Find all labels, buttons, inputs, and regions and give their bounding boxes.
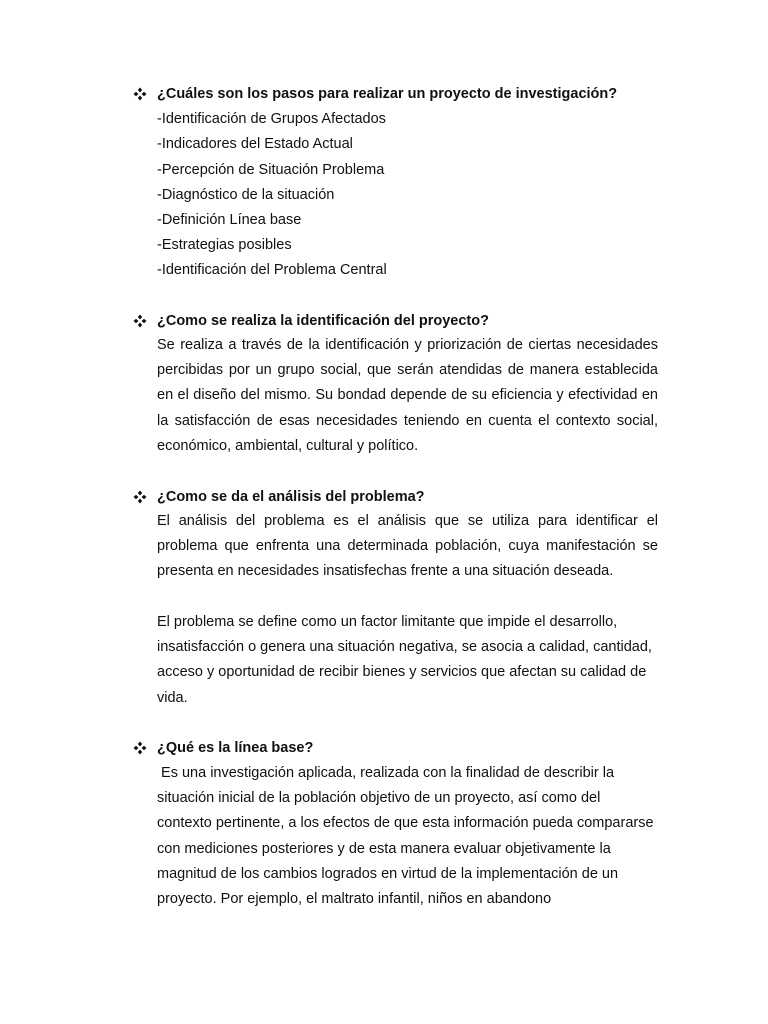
list-item: -Indicadores del Estado Actual [157,136,353,152]
diamond-bullet-icon [133,87,147,101]
answer-paragraph: El problema se define como un factor limitante que impide el desarrollo, insatisfacción o genera una situación negativa, se asocia a calidad, cantidad, acceso y oportunidad de recibir bienes y servicios que afectan su calidad de vida. [157,614,652,706]
question-heading-4: ¿Qué es la línea base? [157,740,314,756]
list-item: -Percepción de Situación Problema [157,162,385,178]
question-heading-1: ¿Cuáles son los pasos para realizar un proyecto de investigación? [157,86,618,102]
answer-paragraph: Es una investigación aplicada, realizada con la finalidad de describir la situación inicial de la población objetivo de un proyecto, así como del contexto pertinente, a los efectos de que esta información pueda compararse con mediciones posteriores y de esta manera evaluar objetivamente la magnitud de los cambios logrados en virtud de la implementación de un proyecto. Por ejemplo, el maltrato infantil, niños en abandono [157,765,658,908]
list-item: -Identificación del Problema Central [157,262,387,278]
diamond-bullet-icon [133,490,147,504]
list-item: -Identificación de Grupos Afectados [157,111,386,127]
question-heading-2: ¿Como se realiza la identificación del proyecto? [157,313,489,329]
answer-paragraph: Se realiza a través de la identificación y priorización de ciertas necesidades percibidas por un grupo social, que serán atendidas de manera establecida en el diseño del mismo. Su bondad depende de su eficiencia y efectividad en la satisfacción de esas necesidades teniendo en cuenta el contexto social, económico, ambiental, cultural y político. [157,337,658,454]
question-heading-3: ¿Como se da el análisis del problema? [157,489,425,505]
diamond-bullet-icon [133,741,147,755]
list-item: -Diagnóstico de la situación [157,187,335,203]
diamond-bullet-icon [133,314,147,328]
answer-paragraph: El análisis del problema es el análisis que se utiliza para identificar el problema que enfrenta una determinada población, cuya manifestación se presenta en necesidades insatisfechas frente a una situación deseada. [157,513,658,580]
list-item: -Estrategias posibles [157,237,292,253]
list-item: -Definición Línea base [157,212,302,228]
